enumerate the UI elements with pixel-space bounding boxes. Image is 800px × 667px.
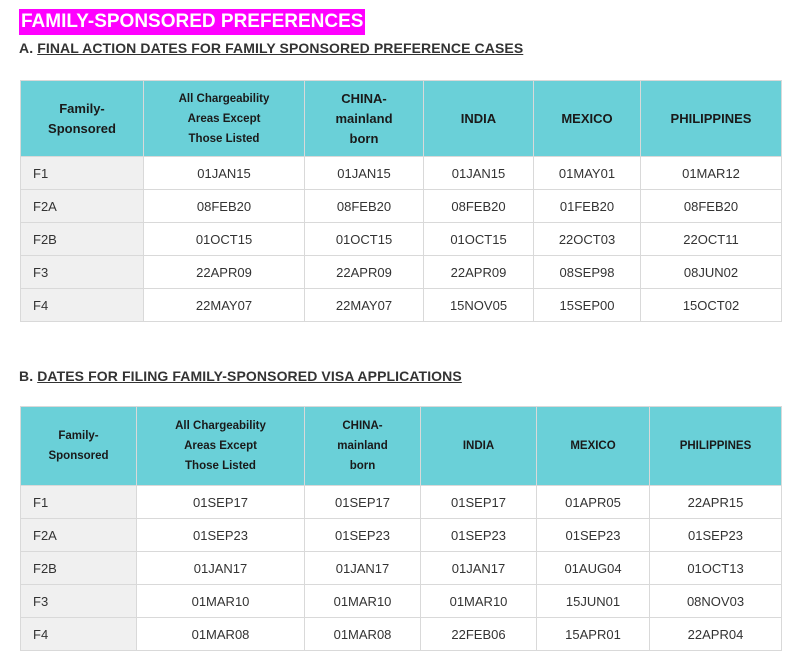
date-cell: 22OCT03 [534,223,641,256]
date-cell: 01OCT13 [650,552,782,585]
category-cell: F2B [21,223,144,256]
date-cell: 01JAN15 [144,157,305,190]
section-b-prefix: B. [19,368,38,384]
date-cell: 01FEB20 [534,190,641,223]
date-cell: 08FEB20 [305,190,424,223]
date-cell: 08FEB20 [641,190,782,223]
table-header-row [21,407,782,486]
header-family-sponsored [21,81,144,157]
category-cell: F2A [21,190,144,223]
category-cell: F4 [21,618,137,651]
date-cell: 01MAR08 [137,618,305,651]
date-cell: 01AUG04 [537,552,650,585]
date-cell: 08SEP98 [534,256,641,289]
date-cell: 15SEP00 [534,289,641,322]
header-mexico: MEXICO [534,81,641,157]
header-family-line2: Sponsored [48,450,109,462]
date-cell: 08NOV03 [650,585,782,618]
date-cell: 01JAN15 [305,157,424,190]
table-row [21,618,782,651]
table-row [21,190,782,223]
date-cell: 01SEP17 [305,486,421,519]
header-philippines: PHILIPPINES [650,407,782,486]
category-cell: F4 [21,289,144,322]
category-cell: F2B [21,552,137,585]
category-cell: F2A [21,519,137,552]
header-all-line3: Those Listed [188,132,260,145]
date-cell: 01JAN17 [421,552,537,585]
page-title: FAMILY-SPONSORED PREFERENCES [19,9,365,35]
date-cell: 01JAN17 [305,552,421,585]
date-cell: 01JAN15 [424,157,534,190]
section-b-title [19,368,462,384]
table-row [21,486,782,519]
table-row [21,585,782,618]
date-cell: 15NOV05 [424,289,534,322]
date-cell: 01SEP23 [421,519,537,552]
date-cell: 08JUN02 [641,256,782,289]
date-cell: 01SEP17 [137,486,305,519]
date-cell: 22APR09 [305,256,424,289]
category-cell: F1 [21,157,144,190]
header-all-chargeability [144,81,305,157]
header-china-line3: born [349,130,379,146]
date-cell: 01OCT15 [424,223,534,256]
header-all-line2: Areas Except [187,112,261,125]
header-family-line1: Family- [58,430,99,442]
date-cell: 01OCT15 [305,223,424,256]
table-row [21,519,782,552]
header-china [305,81,424,157]
date-cell: 01SEP23 [137,519,305,552]
table-header-row [21,81,782,157]
date-cell: 01MAR10 [137,585,305,618]
header-family-line1: Family- [59,100,105,116]
table-row [21,223,782,256]
date-cell: 22OCT11 [641,223,782,256]
date-cell: 15OCT02 [641,289,782,322]
section-a-title [19,40,523,56]
header-china [305,407,421,486]
section-b-heading: DATES FOR FILING FAMILY-SPONSORED VISA APPLICATIONS [37,368,462,384]
date-cell: 01OCT15 [144,223,305,256]
header-all-line1: All Chargeability [178,92,270,105]
section-a-prefix: A. [19,40,38,56]
dates-for-filing-body [21,486,782,651]
date-cell: 01SEP23 [305,519,421,552]
table-row [21,289,782,322]
table-row [21,552,782,585]
table-row [21,157,782,190]
header-india: INDIA [424,81,534,157]
date-cell: 22FEB06 [421,618,537,651]
header-philippines: PHILIPPINES [641,81,782,157]
date-cell: 22APR04 [650,618,782,651]
date-cell: 22APR09 [144,256,305,289]
header-china-line2: mainland [337,440,388,452]
header-china-line2: mainland [335,110,393,126]
date-cell: 01JAN17 [137,552,305,585]
date-cell: 22APR09 [424,256,534,289]
category-cell: F3 [21,585,137,618]
date-cell: 01MAR10 [305,585,421,618]
date-cell: 01SEP23 [537,519,650,552]
header-mexico: MEXICO [537,407,650,486]
date-cell: 01MAR12 [641,157,782,190]
table-row [21,256,782,289]
section-a-heading: FINAL ACTION DATES FOR FAMILY SPONSORED PREFERENCE CASES [37,40,524,56]
date-cell: 01SEP23 [650,519,782,552]
final-action-dates-table [20,80,782,322]
header-all-line1: All Chargeability [175,420,266,432]
date-cell: 22APR15 [650,486,782,519]
header-all-chargeability [137,407,305,486]
header-china-line1: CHINA- [342,420,383,432]
date-cell: 01SEP17 [421,486,537,519]
date-cell: 08FEB20 [424,190,534,223]
dates-for-filing-table [20,406,782,651]
date-cell: 01APR05 [537,486,650,519]
date-cell: 01MAY01 [534,157,641,190]
header-india: INDIA [421,407,537,486]
header-china-line3: born [349,460,376,472]
date-cell: 22MAY07 [305,289,424,322]
category-cell: F3 [21,256,144,289]
date-cell: 08FEB20 [144,190,305,223]
final-action-dates-body [21,157,782,322]
header-all-line3: Those Listed [185,460,256,472]
date-cell: 22MAY07 [144,289,305,322]
date-cell: 01MAR08 [305,618,421,651]
header-family-sponsored [21,407,137,486]
header-family-line2: Sponsored [48,120,116,136]
date-cell: 15APR01 [537,618,650,651]
header-china-line1: CHINA- [341,90,387,106]
category-cell: F1 [21,486,137,519]
date-cell: 15JUN01 [537,585,650,618]
date-cell: 01MAR10 [421,585,537,618]
header-all-line2: Areas Except [184,440,257,452]
